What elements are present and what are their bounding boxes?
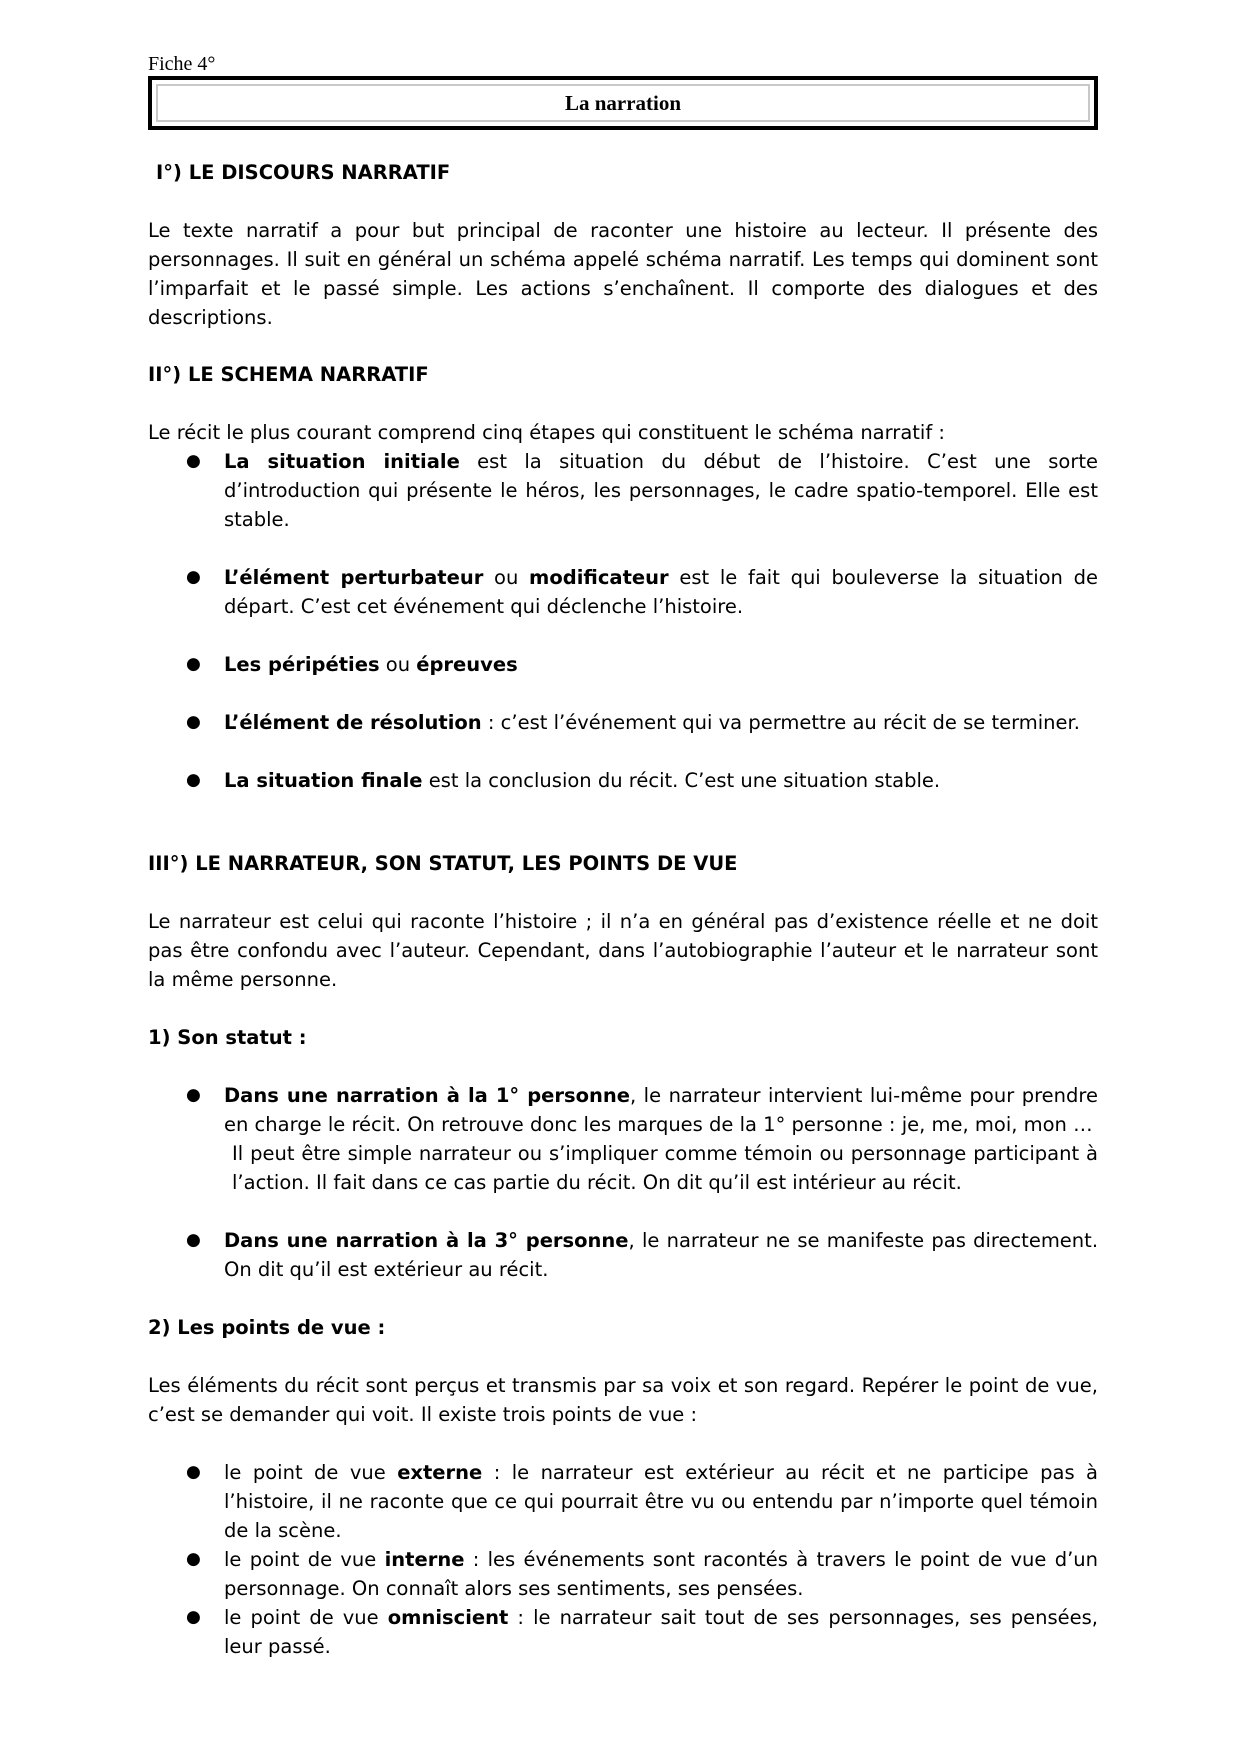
schema-list (148, 447, 1098, 795)
item-text: : les événements sont racontés à travers le point de vue d’un personnage. On connaît alors ses sentiments, ses pensées. (224, 1548, 1098, 1600)
list-item (148, 447, 1098, 534)
item-term: interne (384, 1548, 465, 1571)
list-item (148, 1458, 1098, 1545)
item-extra-text: Il peut être simple narrateur ou s’impliquer comme témoin ou personnage participant à l’action. Il fait dans ce cas partie du récit. On dit qu’il est intérieur au récit. (232, 1142, 1098, 1194)
item-term: Dans une narration à la 1° personne (224, 1084, 631, 1107)
list-item (148, 1603, 1098, 1661)
item-text: : le narrateur sait tout de ses personnages, ses pensées, leur passé. (224, 1606, 1099, 1658)
document-title: La narration (156, 84, 1090, 122)
points-list (148, 1458, 1098, 1661)
item-text: ou (379, 653, 417, 676)
item-text: est le fait qui bouleverse la situation de départ. C’est cet événement qui déclenche l’histoire. (224, 566, 1098, 618)
item-term: L’élément perturbateur (224, 566, 484, 589)
item-text: , le narrateur intervient lui-même pour prendre en charge le récit. On retrouve donc les marques de la 1° personne : je, me, moi, mon … (224, 1084, 1098, 1136)
title-box (148, 76, 1098, 130)
fiche-label: Fiche 4° (148, 53, 216, 75)
bullet-icon: ● (186, 770, 201, 790)
item-term: externe (397, 1461, 483, 1484)
section3-paragraph: Le narrateur est celui qui raconte l’histoire ; il n’a en général pas d’existence réelle et ne doit pas être confondu avec l’auteur. Cependant, dans l’autobiographie l’auteur et le narrateur sont la même personne. (148, 910, 1098, 991)
item-term: modificateur (529, 566, 669, 589)
item-text: , le narrateur ne se manifeste pas directement. On dit qu’il est extérieur au récit. (224, 1229, 1099, 1281)
bullet-icon: ● (186, 567, 201, 587)
section2-intro: Le récit le plus courant comprend cinq étapes qui constituent le schéma narratif : (148, 421, 945, 444)
list-item (148, 650, 1098, 679)
item-term: L’élément de résolution (224, 711, 482, 734)
points-intro: Les éléments du récit sont perçus et transmis par sa voix et son regard. Repérer le point de vue, c’est se demander qui voit. Il existe trois points de vue : (148, 1374, 1098, 1426)
section1-heading: I°) LE DISCOURS NARRATIF (156, 161, 451, 184)
section2-heading: II°) LE SCHEMA NARRATIF (148, 363, 429, 386)
item-term: La situation initiale (224, 450, 460, 473)
bullet-icon: ● (186, 1230, 201, 1250)
bullet-icon: ● (186, 654, 201, 674)
item-text: le point de vue (224, 1461, 398, 1484)
item-text: ou (483, 566, 530, 589)
list-item (148, 563, 1098, 621)
bullet-icon: ● (186, 451, 201, 471)
item-term: omniscient (387, 1606, 509, 1629)
statut-heading: 1) Son statut : (148, 1026, 307, 1049)
item-text: : le narrateur est extérieur au récit et ne participe pas à l’histoire, il ne raconte que ce qui pourrait être vu ou entendu par n’importe quel témoin de la scène. (224, 1461, 1098, 1542)
section3-heading: III°) LE NARRATEUR, SON STATUT, LES POINTS DE VUE (148, 852, 738, 875)
item-term: épreuves (416, 653, 518, 676)
bullet-icon: ● (186, 1607, 201, 1627)
item-text: le point de vue (224, 1606, 388, 1629)
bullet-icon: ● (186, 1549, 201, 1569)
section1-paragraph: Le texte narratif a pour but principal de raconter une histoire au lecteur. Il présente des personnages. Il suit en général un schéma appelé schéma narratif. Les temps qui dominent sont l’imparfait et le passé simple. Les actions s’enchaînent. Il comporte des dialogues et des descriptions. (148, 219, 1098, 329)
list-item (148, 708, 1098, 737)
item-text: est la situation du début de l’histoire. C’est une sorte d’introduction qui présente le héros, les personnages, le cadre spatio-temporel. Elle est stable. (224, 450, 1098, 531)
statut-list (148, 1081, 1098, 1284)
item-text: : c’est l’événement qui va permettre au récit de se terminer. (481, 711, 1080, 734)
item-text: est la conclusion du récit. C’est une situation stable. (422, 769, 941, 792)
document-page (148, 52, 1098, 1661)
item-term: La situation finale (224, 769, 423, 792)
points-heading: 2) Les points de vue : (148, 1316, 386, 1339)
list-item (148, 766, 1098, 795)
bullet-icon: ● (186, 1462, 201, 1482)
bullet-icon: ● (186, 712, 201, 732)
item-term: Dans une narration à la 3° personne (224, 1229, 629, 1252)
list-item (148, 1545, 1098, 1603)
list-item (148, 1226, 1098, 1284)
bullet-icon: ● (186, 1085, 201, 1105)
item-term: Les péripéties (224, 653, 380, 676)
list-item (148, 1081, 1098, 1197)
item-text: le point de vue (224, 1548, 385, 1571)
